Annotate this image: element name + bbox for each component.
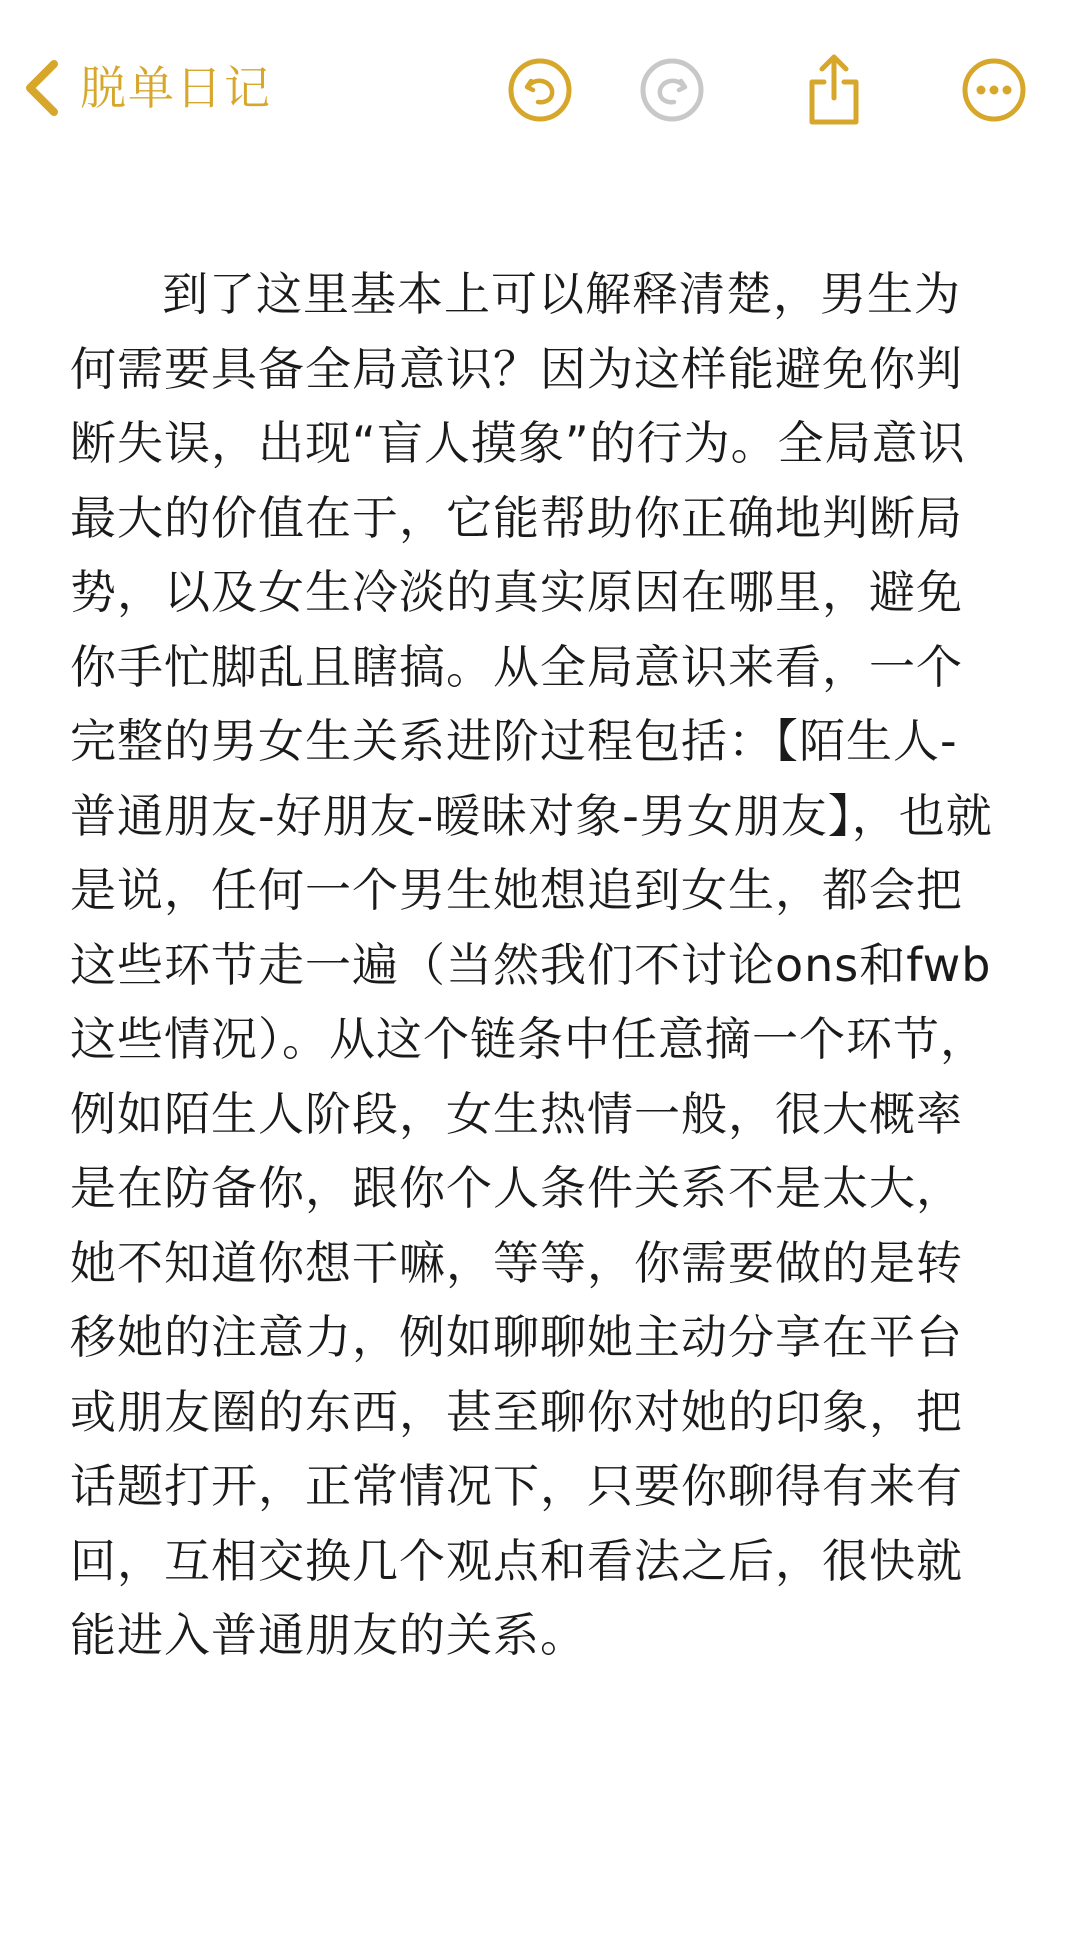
note-body[interactable]: 到了这里基本上可以解释清楚，男生为何需要具备全局意识？因为这样能避免你判断失误，出现“盲人摸象”的行为。全局意识最大的价值在于，它能帮助你正确地判断局势，以及女生冷淡的真实原因在哪里，避免你手忙脚乱且瞎搞。从全局意识来看，一个完整的男女生关系进阶过程包括：【陌生人-普通朋友-好朋友-暧昧对象-男女朋友】，也就是说，任何一个男生她想追到女生，都会把这些环节走一遍（当然我们不讨论ons和fwb这些情况）。从这个链条中任意摘一个环节，例如陌生人阶段，女生热情一般，很大概率是在防备你，跟你个人条件关系不是太大，她不知道你想干嘛，等等，你需要做的是转移她的注意力，例如聊聊她主动分享在平台或朋友圈的东西，甚至聊你对她的印象，把话题打开，正常情况下，只要你聊得有来有回，互相交换几个观点和看法之后，很快就能进入普通朋友的关系。 — [70, 267, 993, 1662]
undo-icon — [507, 57, 573, 123]
share-icon — [804, 52, 864, 128]
undo-button[interactable] — [506, 56, 574, 124]
redo-icon — [639, 57, 705, 123]
more-button[interactable] — [960, 56, 1028, 124]
share-button[interactable] — [800, 56, 868, 124]
chevron-left-icon — [22, 58, 62, 118]
back-label: 脱单日记 — [80, 61, 272, 115]
more-icon — [961, 57, 1027, 123]
redo-button[interactable] — [638, 56, 706, 124]
navigation-bar — [0, 0, 1080, 180]
back-button[interactable] — [22, 56, 272, 120]
